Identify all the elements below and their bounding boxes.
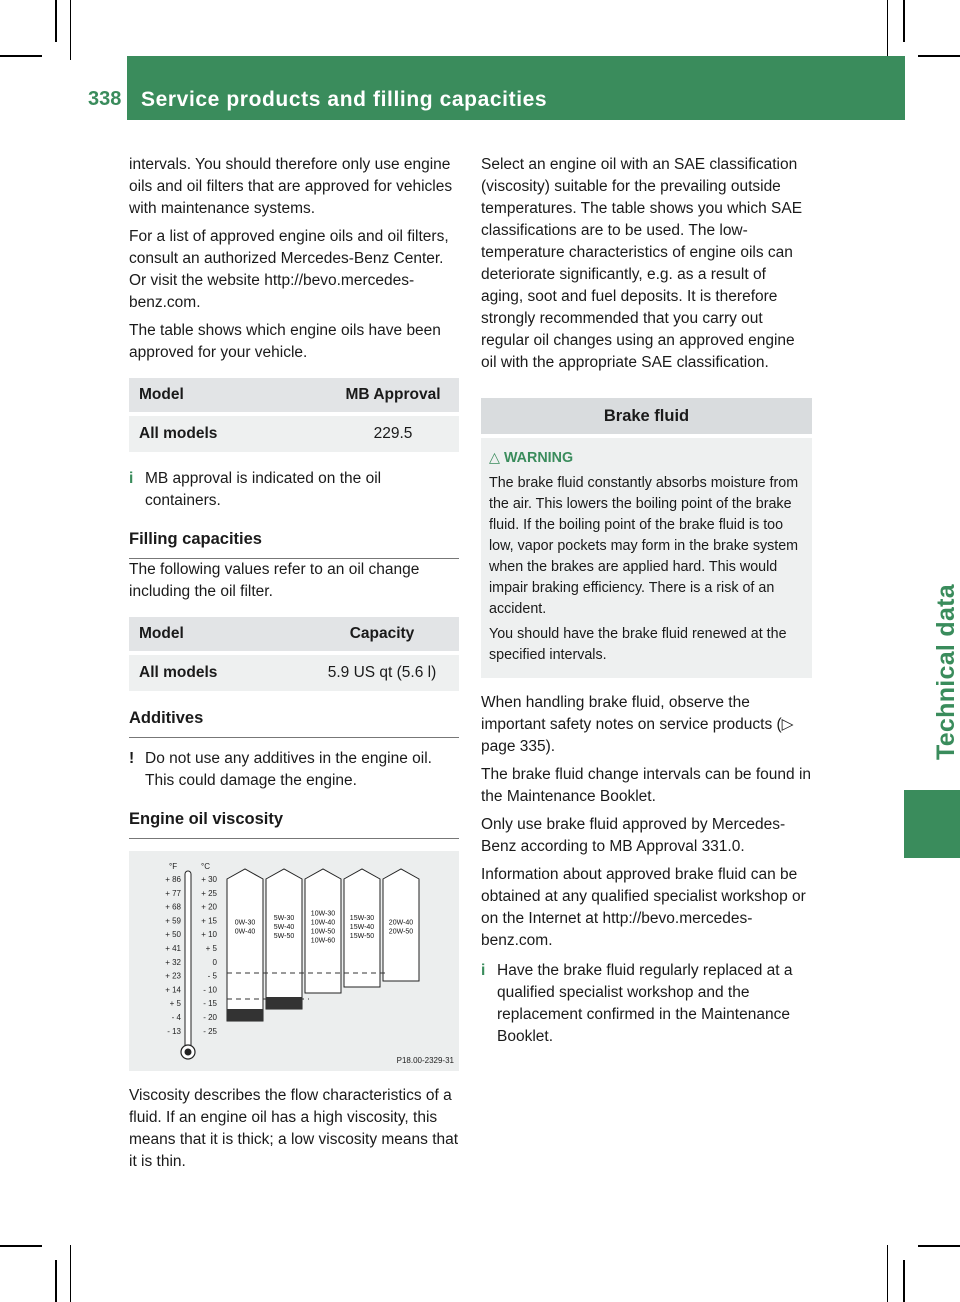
capacity-table	[129, 617, 459, 691]
fahrenheit-tick: + 68	[165, 902, 181, 912]
celsius-tick: - 5	[207, 971, 217, 981]
low-temp-band	[227, 1009, 263, 1021]
note-text: MB approval is indicated on the oil containers.	[145, 470, 382, 509]
celsius-tick: 0	[212, 957, 217, 967]
fahrenheit-tick: + 32	[165, 957, 181, 967]
viscosity-range-bar	[227, 869, 263, 1021]
page-title: Service products and filling capacities	[141, 88, 548, 111]
paragraph: Information about approved brake fluid can be obtained at any qualified specialist workshop or on the Internet at http://bevo.mercedes-benz.com.	[481, 866, 806, 949]
right-column	[481, 154, 812, 1064]
figure-reference: P18.00-2329-31	[396, 1056, 454, 1065]
side-tab-label: Technical data	[932, 583, 960, 760]
section-heading-box: Brake fluid	[481, 398, 812, 434]
crop-mark	[70, 1245, 71, 1302]
approval-table	[129, 378, 459, 452]
fahrenheit-tick: + 50	[165, 930, 181, 940]
paragraph: Viscosity describes the flow characteristics of a fluid. If an engine oil has a high viscosity, this means that it is thick; a low viscosity means that it is thin.	[129, 1087, 459, 1170]
celsius-tick: + 5	[205, 944, 217, 953]
viscosity-diagram	[129, 851, 459, 1071]
warning-text: The brake fluid constantly absorbs moisture from the air. This lowers the boiling point of the brake fluid. If the boiling point of the brake fluid is too low, vapor pockets may form in the brake system when the brakes are applied hard. This would impair braking efficiency. There is a risk of an accident.	[489, 475, 799, 617]
table-header: Capacity	[305, 617, 459, 651]
crop-mark	[887, 0, 888, 60]
viscosity-grade-label: 10W-40	[310, 919, 336, 927]
info-icon: i	[481, 962, 486, 979]
fahrenheit-tick: + 86	[165, 875, 181, 884]
crop-mark	[903, 1260, 905, 1302]
section-heading: Additives	[129, 707, 459, 738]
warning-text: You should have the brake fluid renewed at the specified intervals.	[489, 626, 787, 663]
viscosity-grade-label: 10W-30	[310, 910, 336, 918]
crop-mark	[918, 1245, 960, 1247]
section-heading: Engine oil viscosity	[129, 808, 459, 839]
page-number: 338	[88, 88, 122, 110]
crop-mark	[55, 0, 57, 42]
celsius-tick: - 25	[203, 1026, 217, 1036]
exclamation-icon: !	[129, 750, 135, 767]
celsius-label: °C	[201, 862, 210, 871]
warning-title: △ WARNING	[489, 450, 574, 466]
fahrenheit-label: °F	[169, 862, 178, 871]
crop-mark	[918, 55, 960, 57]
fahrenheit-tick: - 13	[167, 1026, 181, 1036]
side-tab-marker	[904, 790, 960, 858]
fahrenheit-tick: + 5	[169, 999, 181, 1009]
celsius-tick: - 20	[203, 1013, 217, 1022]
fahrenheit-tick: + 77	[165, 888, 181, 898]
table-cell: All models	[129, 416, 327, 452]
celsius-tick: + 30	[201, 875, 217, 884]
crop-mark	[903, 0, 905, 42]
fahrenheit-tick: + 14	[165, 985, 181, 995]
fahrenheit-tick: + 23	[165, 971, 181, 981]
celsius-tick: + 10	[201, 930, 217, 940]
crop-mark	[0, 55, 42, 57]
paragraph: intervals. You should therefore only use engine oils and oil filters that are approved for vehicles with maintenance systems.	[129, 156, 453, 217]
paragraph: The table shows which engine oils have been approved for your vehicle.	[129, 322, 441, 361]
paragraph: Select an engine oil with an SAE classification (viscosity) suitable for the prevailing outside temperatures. The table shows you which SAE classifications are to be used. The low-temperature characteristics of engine oils can deteriorate significantly, e.g. as a result of aging, soot and fuel deposits. It is therefore strongly recommended that you carry out regular oil changes using an approved engine oil with the appropriate SAE classification.	[481, 156, 803, 371]
celsius-tick: + 20	[201, 902, 217, 912]
celsius-tick: + 25	[201, 888, 217, 898]
fahrenheit-tick: + 59	[165, 916, 181, 926]
paragraph: The brake fluid change intervals can be found in the Maintenance Booklet.	[481, 766, 812, 805]
viscosity-grade-label: 10W-60	[310, 937, 336, 945]
celsius-tick: + 15	[201, 916, 217, 926]
viscosity-grade-label: 5W-30	[273, 915, 295, 922]
crop-mark	[0, 1245, 42, 1247]
section-heading: Filling capacities	[129, 528, 459, 559]
note-text: Do not use any additives in the engine oil. This could damage the engine.	[145, 750, 432, 789]
table-cell: All models	[129, 655, 305, 691]
info-note	[129, 468, 459, 512]
celsius-tick: - 15	[203, 999, 217, 1009]
viscosity-grade-label: 15W-40	[349, 924, 375, 931]
caution-note	[129, 748, 459, 792]
viscosity-grade-label: 15W-50	[349, 933, 375, 940]
viscosity-chart	[129, 851, 459, 1071]
info-icon: i	[129, 470, 134, 487]
viscosity-grade-label: 10W-50	[310, 928, 336, 936]
table-header: Model	[129, 617, 305, 651]
viscosity-grade-label: 5W-50	[273, 933, 295, 940]
viscosity-grade-label: 20W-50	[388, 928, 414, 936]
left-column	[129, 154, 459, 1179]
fahrenheit-tick: - 4	[171, 1013, 181, 1022]
note-text: Have the brake fluid regularly replaced at a qualified specialist workshop and the replacement confirmed in the Maintenance Booklet.	[497, 962, 793, 1045]
viscosity-grade-label: 0W-30	[234, 919, 256, 927]
viscosity-grade-label: 20W-40	[388, 919, 414, 927]
thermometer	[185, 871, 191, 1049]
table-cell: 5.9 US qt (5.6 l)	[305, 655, 459, 691]
paragraph: Only use brake fluid approved by Mercedes-Benz according to MB Approval 331.0.	[481, 816, 786, 855]
crop-mark	[887, 1245, 888, 1302]
viscosity-grade-label: 15W-30	[349, 915, 375, 922]
table-header: Model	[129, 378, 327, 412]
viscosity-grade-label: 0W-40	[234, 928, 256, 936]
paragraph: For a list of approved engine oils and oil filters, consult an authorized Mercedes-Benz Center. Or visit the website http://bevo.mercedes-benz.com.	[129, 228, 449, 311]
table-header: MB Approval	[327, 378, 459, 412]
crop-mark	[55, 1260, 57, 1302]
fahrenheit-tick: + 41	[165, 944, 181, 953]
celsius-tick: - 10	[203, 985, 217, 995]
info-note	[481, 960, 812, 1048]
paragraph: The following values refer to an oil change including the oil filter.	[129, 561, 420, 600]
warning-triangle-icon: △	[489, 450, 504, 466]
warning-box	[481, 438, 812, 678]
paragraph: When handling brake fluid, observe the important safety notes on service products (▷ page 335).	[481, 694, 794, 755]
table-cell: 229.5	[327, 416, 459, 452]
viscosity-grade-label: 5W-40	[273, 924, 295, 931]
crop-mark	[70, 0, 71, 60]
